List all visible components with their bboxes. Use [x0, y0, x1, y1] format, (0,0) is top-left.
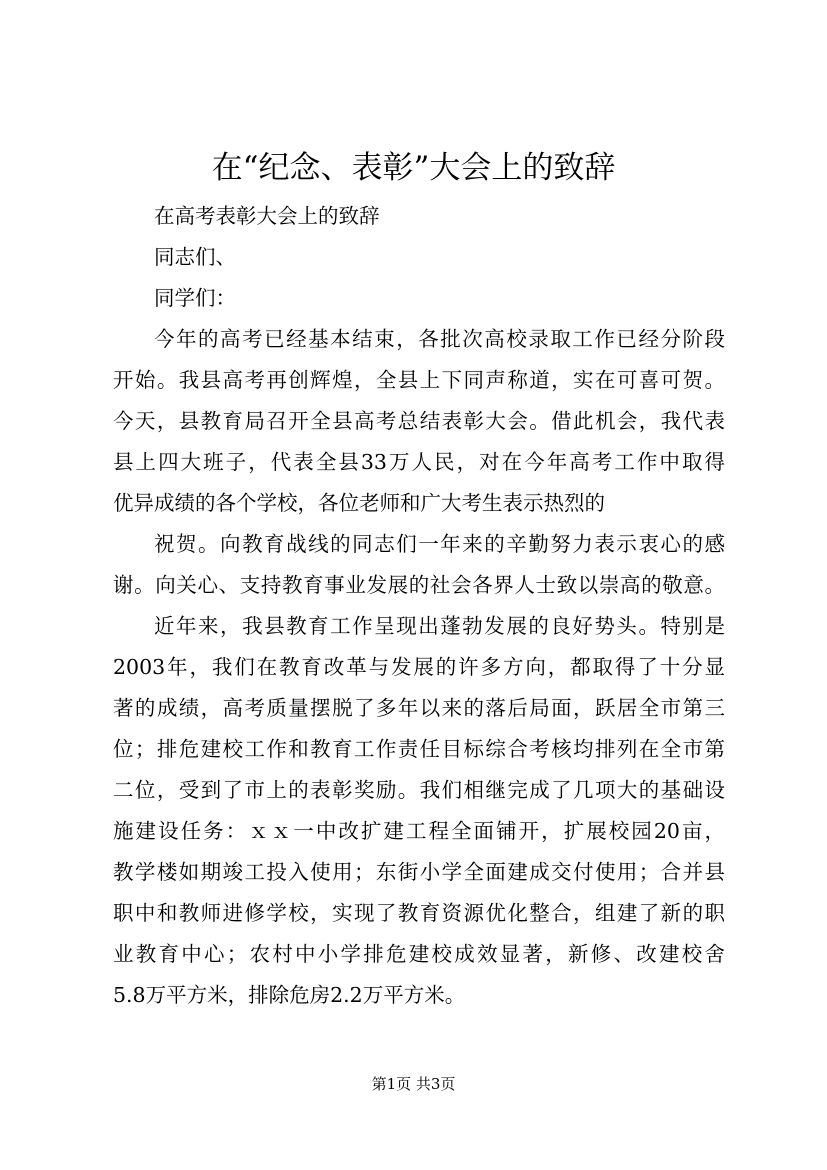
paragraph-line: 职中和教师进修学校，实现了教育资源优化整合，组建了新的职 — [113, 901, 725, 925]
paragraph-line: 优异成绩的各个学校，各位老师和广大考生表示热烈的 — [113, 491, 605, 515]
paragraph-line: 著的成绩，高考质量摆脱了多年以来的落后局面，跃居全市第三 — [113, 696, 725, 720]
paragraph-line: 业教育中心；农村中小学排危建校成效显著，新修、改建校舍 — [113, 942, 725, 966]
paragraph-line: 位；排危建校工作和教育工作责任目标综合考核均排列在全市第 — [113, 737, 725, 761]
paragraph-line: 今年的高考已经基本结束，各批次高校录取工作已经分阶段 — [154, 327, 725, 351]
paragraph-line: 施建设任务：ｘｘ一中改扩建工程全面铺开，扩展校园20亩， — [113, 819, 725, 843]
paragraph-line: 祝贺。向教育战线的同志们一年来的辛勤努力表示衷心的感 — [154, 532, 725, 556]
paragraph-line: 今天，县教育局召开全县高考总结表彰大会。借此机会，我代表 — [113, 409, 725, 433]
paragraph-line: 县上四大班子，代表全县33万人民，对在今年高考工作中取得 — [113, 450, 725, 474]
paragraph-line: 教学楼如期竣工投入使用；东街小学全面建成交付使用；合并县 — [113, 860, 725, 884]
subtitle-line: 在高考表彰大会上的致辞 — [154, 204, 380, 228]
document-title: 在“纪念、表彰”大会上的致辞 — [211, 150, 616, 186]
paragraph-line: 二位，受到了市上的表彰奖励。我们相继完成了几项大的基础设 — [113, 778, 725, 802]
salutation-line: 同学们： — [154, 286, 236, 310]
salutation-line: 同志们、 — [154, 245, 236, 269]
paragraph-line: 2003年，我们在教育改革与发展的许多方向，都取得了十分显 — [113, 655, 725, 679]
paragraph-line: 谢。向关心、支持教育事业发展的社会各界人士致以崇高的敬意。 — [113, 573, 725, 597]
paragraph-line: 近年来，我县教育工作呈现出蓬勃发展的良好势头。特别是 — [154, 614, 725, 638]
paragraph-line: 5.8万平方米，排除危房2.2万平方米。 — [113, 983, 466, 1007]
page-number: 第1页 共3页 — [371, 1075, 456, 1093]
document-body — [113, 196, 725, 1016]
paragraph-line: 开始。我县高考再创辉煌，全县上下同声称道，实在可喜可贺。 — [113, 368, 725, 392]
